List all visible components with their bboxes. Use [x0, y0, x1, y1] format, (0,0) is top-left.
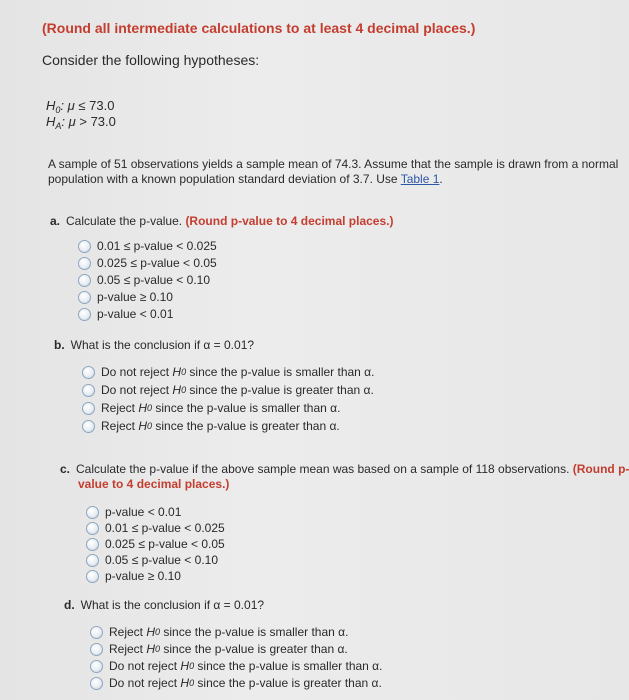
- radio-button[interactable]: [86, 522, 99, 535]
- radio-button[interactable]: [82, 384, 95, 397]
- problem-line-1: A sample of 51 observations yields a sample mean of 74.3. Assume that the sample is drawn from a normal: [48, 157, 619, 171]
- radio-button[interactable]: [90, 643, 103, 656]
- qd-option[interactable]: Reject H 0 since the p-value is greater than α.: [90, 641, 348, 657]
- qc-option[interactable]: [86, 504, 181, 520]
- qb-option-pre: Do not reject: [101, 365, 170, 379]
- qd-option-pre: Do not reject: [109, 676, 178, 690]
- problem-line-2-suffix: .: [439, 172, 443, 186]
- radio-button[interactable]: [82, 402, 95, 415]
- question-d-label: d.: [64, 598, 75, 612]
- radio-button[interactable]: [78, 240, 91, 253]
- question-c-note-1: (Round p-: [572, 462, 629, 476]
- radio-button[interactable]: [82, 420, 95, 433]
- qb-option-pre: Do not reject: [101, 383, 170, 397]
- question-a-text: Calculate the p-value.: [66, 214, 183, 228]
- radio-button[interactable]: [78, 257, 91, 270]
- qd-option-post: since the p-value is smaller than α.: [163, 625, 349, 639]
- qc-option[interactable]: [86, 536, 225, 552]
- qa-option-label: p-value < 0.01: [97, 307, 174, 321]
- qb-option[interactable]: Do not reject H 0 since the p-value is greater than α.: [82, 382, 374, 398]
- question-a-label: a.: [50, 214, 61, 228]
- problem-line-2-text: population with a known population standard deviation of 3.7. Use: [48, 172, 398, 186]
- question-d-text: What is the conclusion if α = 0.01?: [80, 598, 265, 612]
- qa-option-label: 0.025 ≤ p-value < 0.05: [97, 256, 217, 270]
- qa-option[interactable]: [78, 306, 173, 322]
- qb-option[interactable]: Reject H 0 since the p-value is smaller than α.: [82, 400, 340, 416]
- qa-option[interactable]: [78, 272, 210, 288]
- radio-button[interactable]: [78, 308, 91, 321]
- qc-option-label: p-value ≥ 0.10: [105, 569, 181, 583]
- qc-option[interactable]: [86, 552, 218, 568]
- qd-option-pre: Reject: [109, 625, 144, 639]
- radio-button[interactable]: [86, 538, 99, 551]
- qd-option-pre: Do not reject: [109, 659, 178, 673]
- question-c-label: c.: [60, 462, 71, 476]
- qc-option-label: 0.01 ≤ p-value < 0.025: [105, 521, 225, 535]
- null-hypothesis: $H_0$: μ ≤ 73.0: [46, 98, 115, 115]
- qc-option-label: p-value < 0.01: [105, 505, 182, 519]
- qa-option[interactable]: [78, 289, 173, 305]
- radio-button[interactable]: [86, 506, 99, 519]
- qc-option[interactable]: [86, 568, 181, 584]
- intro-text: Consider the following hypotheses:: [42, 52, 260, 68]
- qd-option-post: since the p-value is smaller than α.: [197, 659, 383, 673]
- qd-option[interactable]: Reject H 0 since the p-value is smaller than α.: [90, 624, 348, 640]
- qb-option-post: since the p-value is greater than α.: [189, 383, 374, 397]
- qb-option-post: since the p-value is greater than α.: [155, 419, 340, 433]
- qb-option[interactable]: Reject H 0 since the p-value is greater than α.: [82, 418, 340, 434]
- problem-line-2: [48, 172, 443, 186]
- qc-option-label: 0.025 ≤ p-value < 0.05: [105, 537, 225, 551]
- qb-option[interactable]: Do not reject H 0 since the p-value is smaller than α.: [82, 364, 374, 380]
- qd-option-pre: Reject: [109, 642, 144, 656]
- rounding-instruction: (Round all intermediate calculations to at least 4 decimal places.): [42, 20, 476, 36]
- question-b-label: b.: [54, 338, 65, 352]
- qb-option-post: since the p-value is smaller than α.: [189, 365, 375, 379]
- radio-button[interactable]: [86, 570, 99, 583]
- radio-button[interactable]: [86, 554, 99, 567]
- qb-option-post: since the p-value is smaller than α.: [155, 401, 341, 415]
- qa-option-label: 0.05 ≤ p-value < 0.10: [97, 273, 210, 287]
- null-hypothesis-relation: ≤ 73.0: [78, 98, 115, 113]
- qd-option[interactable]: Do not reject H 0 since the p-value is smaller than α.: [90, 658, 382, 674]
- question-d: [64, 598, 264, 612]
- radio-button[interactable]: [90, 660, 103, 673]
- qd-option-post: since the p-value is greater than α.: [163, 642, 348, 656]
- alt-hypothesis: $H_A$: μ > 73.0: [46, 114, 116, 131]
- qa-option[interactable]: [78, 255, 217, 271]
- qc-option-label: 0.05 ≤ p-value < 0.10: [105, 553, 218, 567]
- qb-option-pre: Reject: [101, 401, 136, 415]
- qb-option-pre: Reject: [101, 419, 136, 433]
- radio-button[interactable]: [90, 677, 103, 690]
- radio-button[interactable]: [82, 366, 95, 379]
- alt-hypothesis-relation: > 73.0: [79, 114, 116, 129]
- question-c-note-2: value to 4 decimal places.): [78, 477, 230, 491]
- table-1-link[interactable]: Table 1: [400, 172, 440, 186]
- radio-button[interactable]: [78, 291, 91, 304]
- qa-option-label: p-value ≥ 0.10: [97, 290, 173, 304]
- question-c: [60, 462, 629, 476]
- qa-option-label: 0.01 ≤ p-value < 0.025: [97, 239, 217, 253]
- question-a: [50, 214, 393, 228]
- question-b-text: What is the conclusion if α = 0.01?: [70, 338, 255, 352]
- qd-option[interactable]: Do not reject H 0 since the p-value is greater than α.: [90, 675, 382, 691]
- radio-button[interactable]: [90, 626, 103, 639]
- qa-option[interactable]: [78, 238, 217, 254]
- qd-option-post: since the p-value is greater than α.: [197, 676, 382, 690]
- question-a-note: (Round p-value to 4 decimal places.): [185, 214, 394, 228]
- qc-option[interactable]: [86, 520, 225, 536]
- question-c-text: Calculate the p-value if the above sample mean was based on a sample of 118 observations.: [76, 462, 570, 476]
- question-b: [54, 338, 254, 352]
- radio-button[interactable]: [78, 274, 91, 287]
